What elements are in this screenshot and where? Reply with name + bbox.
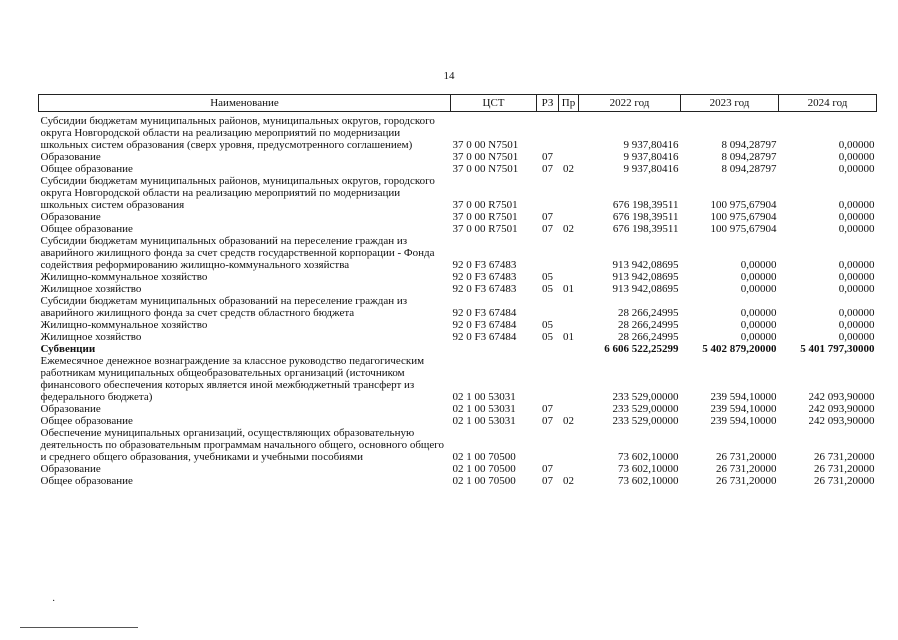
row-2023: 0,00000 (740, 283, 777, 295)
row-2024: 5 401 797,30000 (800, 343, 875, 355)
row-rz: 07 (542, 223, 553, 235)
row-cst: 02 1 00 70500 (452, 475, 516, 487)
table-row (39, 112, 877, 152)
row-2022: 913 942,08695 (612, 271, 679, 283)
row-rz: 05 (542, 319, 553, 331)
row-rz (537, 295, 559, 319)
row-rz: 07 (542, 163, 553, 175)
row-name: Общее образование (40, 415, 133, 427)
row-cst: 37 0 00 N7501 (452, 139, 519, 151)
row-2024: 26 731,20000 (814, 475, 875, 487)
table-row (39, 475, 877, 487)
row-2024: 0,00000 (838, 211, 875, 223)
row-pr: 01 (563, 331, 574, 343)
row-pr (559, 175, 579, 211)
row-2024: 242 093,90000 (808, 403, 875, 415)
table-header-row (39, 95, 877, 112)
row-2024: 0,00000 (838, 139, 875, 151)
row-pr (559, 235, 579, 271)
row-2024: 242 093,90000 (808, 391, 875, 403)
row-rz (537, 427, 559, 463)
row-name: Субсидии бюджетам муниципальных районов, муниципальных округов, городского округа Новгородской области на реализацию мероприятий по модернизации школьных систем образования (сверх уровня, предусмотренного соглашением) (40, 115, 435, 151)
row-pr (559, 211, 579, 223)
row-name: Субвенции (40, 343, 96, 355)
row-2022: 9 937,80416 (623, 139, 679, 151)
row-name: Образование (40, 151, 101, 163)
row-2023: 0,00000 (740, 307, 777, 319)
row-name: Жилищное хозяйство (40, 283, 142, 295)
page-number: 14 (443, 70, 455, 82)
row-cst: 92 0 F3 67483 (452, 259, 517, 271)
row-2022: 28 266,24995 (618, 331, 679, 343)
row-2024: 0,00000 (838, 223, 875, 235)
row-pr: 02 (563, 223, 574, 235)
row-name: Жилищно-коммунальное хозяйство (40, 271, 208, 283)
row-rz: 07 (542, 403, 553, 415)
row-2022: 28 266,24995 (618, 319, 679, 331)
header-2023: 2023 год (681, 95, 779, 112)
row-name: Субсидии бюджетам муниципальных районов, муниципальных округов, городского округа Новгородской области на реализацию мероприятий по модернизации школьных систем образования (40, 175, 435, 211)
row-2023: 26 731,20000 (716, 451, 777, 463)
table-row (39, 271, 877, 283)
row-2024: 0,00000 (838, 271, 875, 283)
row-2023: 26 731,20000 (716, 463, 777, 475)
row-2023: 239 594,10000 (710, 415, 777, 427)
row-name: Субсидии бюджетам муниципальных образований на переселение граждан из аварийного жилищного фонда за счет средств областного бюджета (40, 295, 408, 319)
row-pr (559, 295, 579, 319)
row-cst: 37 0 00 N7501 (452, 163, 519, 175)
row-name: Образование (40, 403, 101, 415)
page-mark: · (52, 596, 56, 607)
row-rz (537, 343, 559, 355)
row-cst: 02 1 00 53031 (452, 403, 516, 415)
row-2023: 239 594,10000 (710, 391, 777, 403)
header-rz: РЗ (537, 95, 559, 112)
row-2024: 0,00000 (838, 331, 875, 343)
row-cst: 37 0 00 R7501 (452, 211, 518, 223)
table-row (39, 331, 877, 343)
row-pr (559, 355, 579, 403)
table-row (39, 295, 877, 319)
row-2024: 26 731,20000 (814, 451, 875, 463)
row-pr: 02 (563, 415, 574, 427)
row-2024: 26 731,20000 (814, 463, 875, 475)
table-row (39, 211, 877, 223)
row-2023: 8 094,28797 (721, 163, 777, 175)
row-cst: 92 0 F3 67484 (452, 307, 517, 319)
row-name: Образование (40, 463, 101, 475)
row-2022: 73 602,10000 (618, 475, 679, 487)
row-pr (559, 427, 579, 463)
row-name: Обеспечение муниципальных организаций, осуществляющих образовательную деятельность по образовательным программам начального общего, основного общего и среднего общего образования, учебниками и учебными пособиями (40, 427, 445, 463)
row-2024: 0,00000 (838, 307, 875, 319)
row-rz: 07 (542, 415, 553, 427)
row-rz (537, 175, 559, 211)
row-name: Субсидии бюджетам муниципальных образований на переселение граждан из аварийного жилищного фонда за счет средств государственной корпорации - Фонда содействия реформированию жилищно-коммунального хозяйства (40, 235, 435, 271)
table-row (39, 403, 877, 415)
row-2024: 0,00000 (838, 283, 875, 295)
row-2023: 100 975,67904 (710, 211, 777, 223)
row-cst: 92 0 F3 67483 (452, 283, 517, 295)
row-2022: 913 942,08695 (612, 259, 679, 271)
row-rz (537, 112, 559, 152)
table-row (39, 355, 877, 403)
table-row (39, 151, 877, 163)
row-2022: 233 529,00000 (612, 415, 679, 427)
row-name: Общее образование (40, 475, 133, 487)
row-pr: 02 (563, 163, 574, 175)
row-rz: 05 (542, 331, 553, 343)
row-cst (451, 343, 537, 355)
header-pr: Пр (559, 95, 579, 112)
row-rz: 07 (542, 475, 553, 487)
table-row (39, 163, 877, 175)
row-cst: 37 0 00 R7501 (452, 223, 518, 235)
row-2023: 8 094,28797 (721, 151, 777, 163)
row-2022: 676 198,39511 (612, 199, 679, 211)
row-cst: 02 1 00 53031 (452, 391, 516, 403)
row-name: Общее образование (40, 163, 133, 175)
row-pr: 01 (563, 283, 574, 295)
footer-rule (20, 627, 138, 628)
row-2023: 0,00000 (740, 259, 777, 271)
table-row (39, 319, 877, 331)
row-2022: 9 937,80416 (623, 151, 679, 163)
row-2022: 233 529,00000 (612, 391, 679, 403)
row-cst: 92 0 F3 67484 (452, 319, 517, 331)
row-2022: 676 198,39511 (612, 211, 679, 223)
row-name: Жилищное хозяйство (40, 331, 142, 343)
row-2024: 242 093,90000 (808, 415, 875, 427)
header-2024: 2024 год (779, 95, 877, 112)
table-row (39, 415, 877, 427)
row-2024: 0,00000 (838, 199, 875, 211)
row-2022: 73 602,10000 (618, 463, 679, 475)
header-2022: 2022 год (579, 95, 681, 112)
row-2022: 6 606 522,25299 (604, 343, 679, 355)
row-2023: 0,00000 (740, 319, 777, 331)
table-row (39, 223, 877, 235)
row-pr (559, 403, 579, 415)
row-rz: 05 (542, 271, 553, 283)
header-name: Наименование (39, 95, 451, 112)
row-2023: 8 094,28797 (721, 139, 777, 151)
row-rz: 07 (542, 463, 553, 475)
header-cst: ЦСТ (451, 95, 537, 112)
row-2022: 9 937,80416 (623, 163, 679, 175)
row-pr: 02 (563, 475, 574, 487)
row-2024: 0,00000 (838, 151, 875, 163)
row-2022: 913 942,08695 (612, 283, 679, 295)
row-2023: 5 402 879,20000 (702, 343, 777, 355)
row-name: Ежемесячное денежное вознаграждение за классное руководство педагогическим работникам муниципальных общеобразовательных организаций (источником финансового обеспечения которых является иной межбюджетный трансферт из федерального бюджета) (40, 355, 425, 403)
row-2022: 233 529,00000 (612, 403, 679, 415)
row-cst: 02 1 00 53031 (452, 415, 516, 427)
row-name: Образование (40, 211, 101, 223)
row-cst: 37 0 00 N7501 (452, 151, 519, 163)
row-2022: 676 198,39511 (612, 223, 679, 235)
row-pr (559, 463, 579, 475)
row-pr (559, 151, 579, 163)
row-pr (559, 343, 579, 355)
table-row (39, 235, 877, 271)
row-2024: 0,00000 (838, 163, 875, 175)
row-rz: 05 (542, 283, 553, 295)
row-name: Общее образование (40, 223, 133, 235)
row-2023: 100 975,67904 (710, 199, 777, 211)
budget-table (38, 94, 877, 487)
row-cst: 92 0 F3 67483 (452, 271, 517, 283)
row-2023: 0,00000 (740, 271, 777, 283)
row-2022: 73 602,10000 (618, 451, 679, 463)
table-row (39, 343, 877, 355)
row-2024: 0,00000 (838, 319, 875, 331)
row-2023: 0,00000 (740, 331, 777, 343)
table-row (39, 175, 877, 211)
row-2023: 239 594,10000 (710, 403, 777, 415)
row-cst: 02 1 00 70500 (452, 463, 516, 475)
row-2022: 28 266,24995 (618, 307, 679, 319)
row-name: Жилищно-коммунальное хозяйство (40, 319, 208, 331)
row-2024: 0,00000 (838, 259, 875, 271)
row-cst: 92 0 F3 67484 (452, 331, 517, 343)
row-rz (537, 355, 559, 403)
row-pr (559, 271, 579, 283)
row-rz (537, 235, 559, 271)
row-pr (559, 319, 579, 331)
table-row (39, 283, 877, 295)
row-2023: 26 731,20000 (716, 475, 777, 487)
row-rz: 07 (542, 211, 553, 223)
row-pr (559, 112, 579, 152)
row-rz: 07 (542, 151, 553, 163)
table-row (39, 427, 877, 463)
table-row (39, 463, 877, 475)
row-2023: 100 975,67904 (710, 223, 777, 235)
row-cst: 37 0 00 R7501 (452, 199, 518, 211)
row-cst: 02 1 00 70500 (452, 451, 516, 463)
